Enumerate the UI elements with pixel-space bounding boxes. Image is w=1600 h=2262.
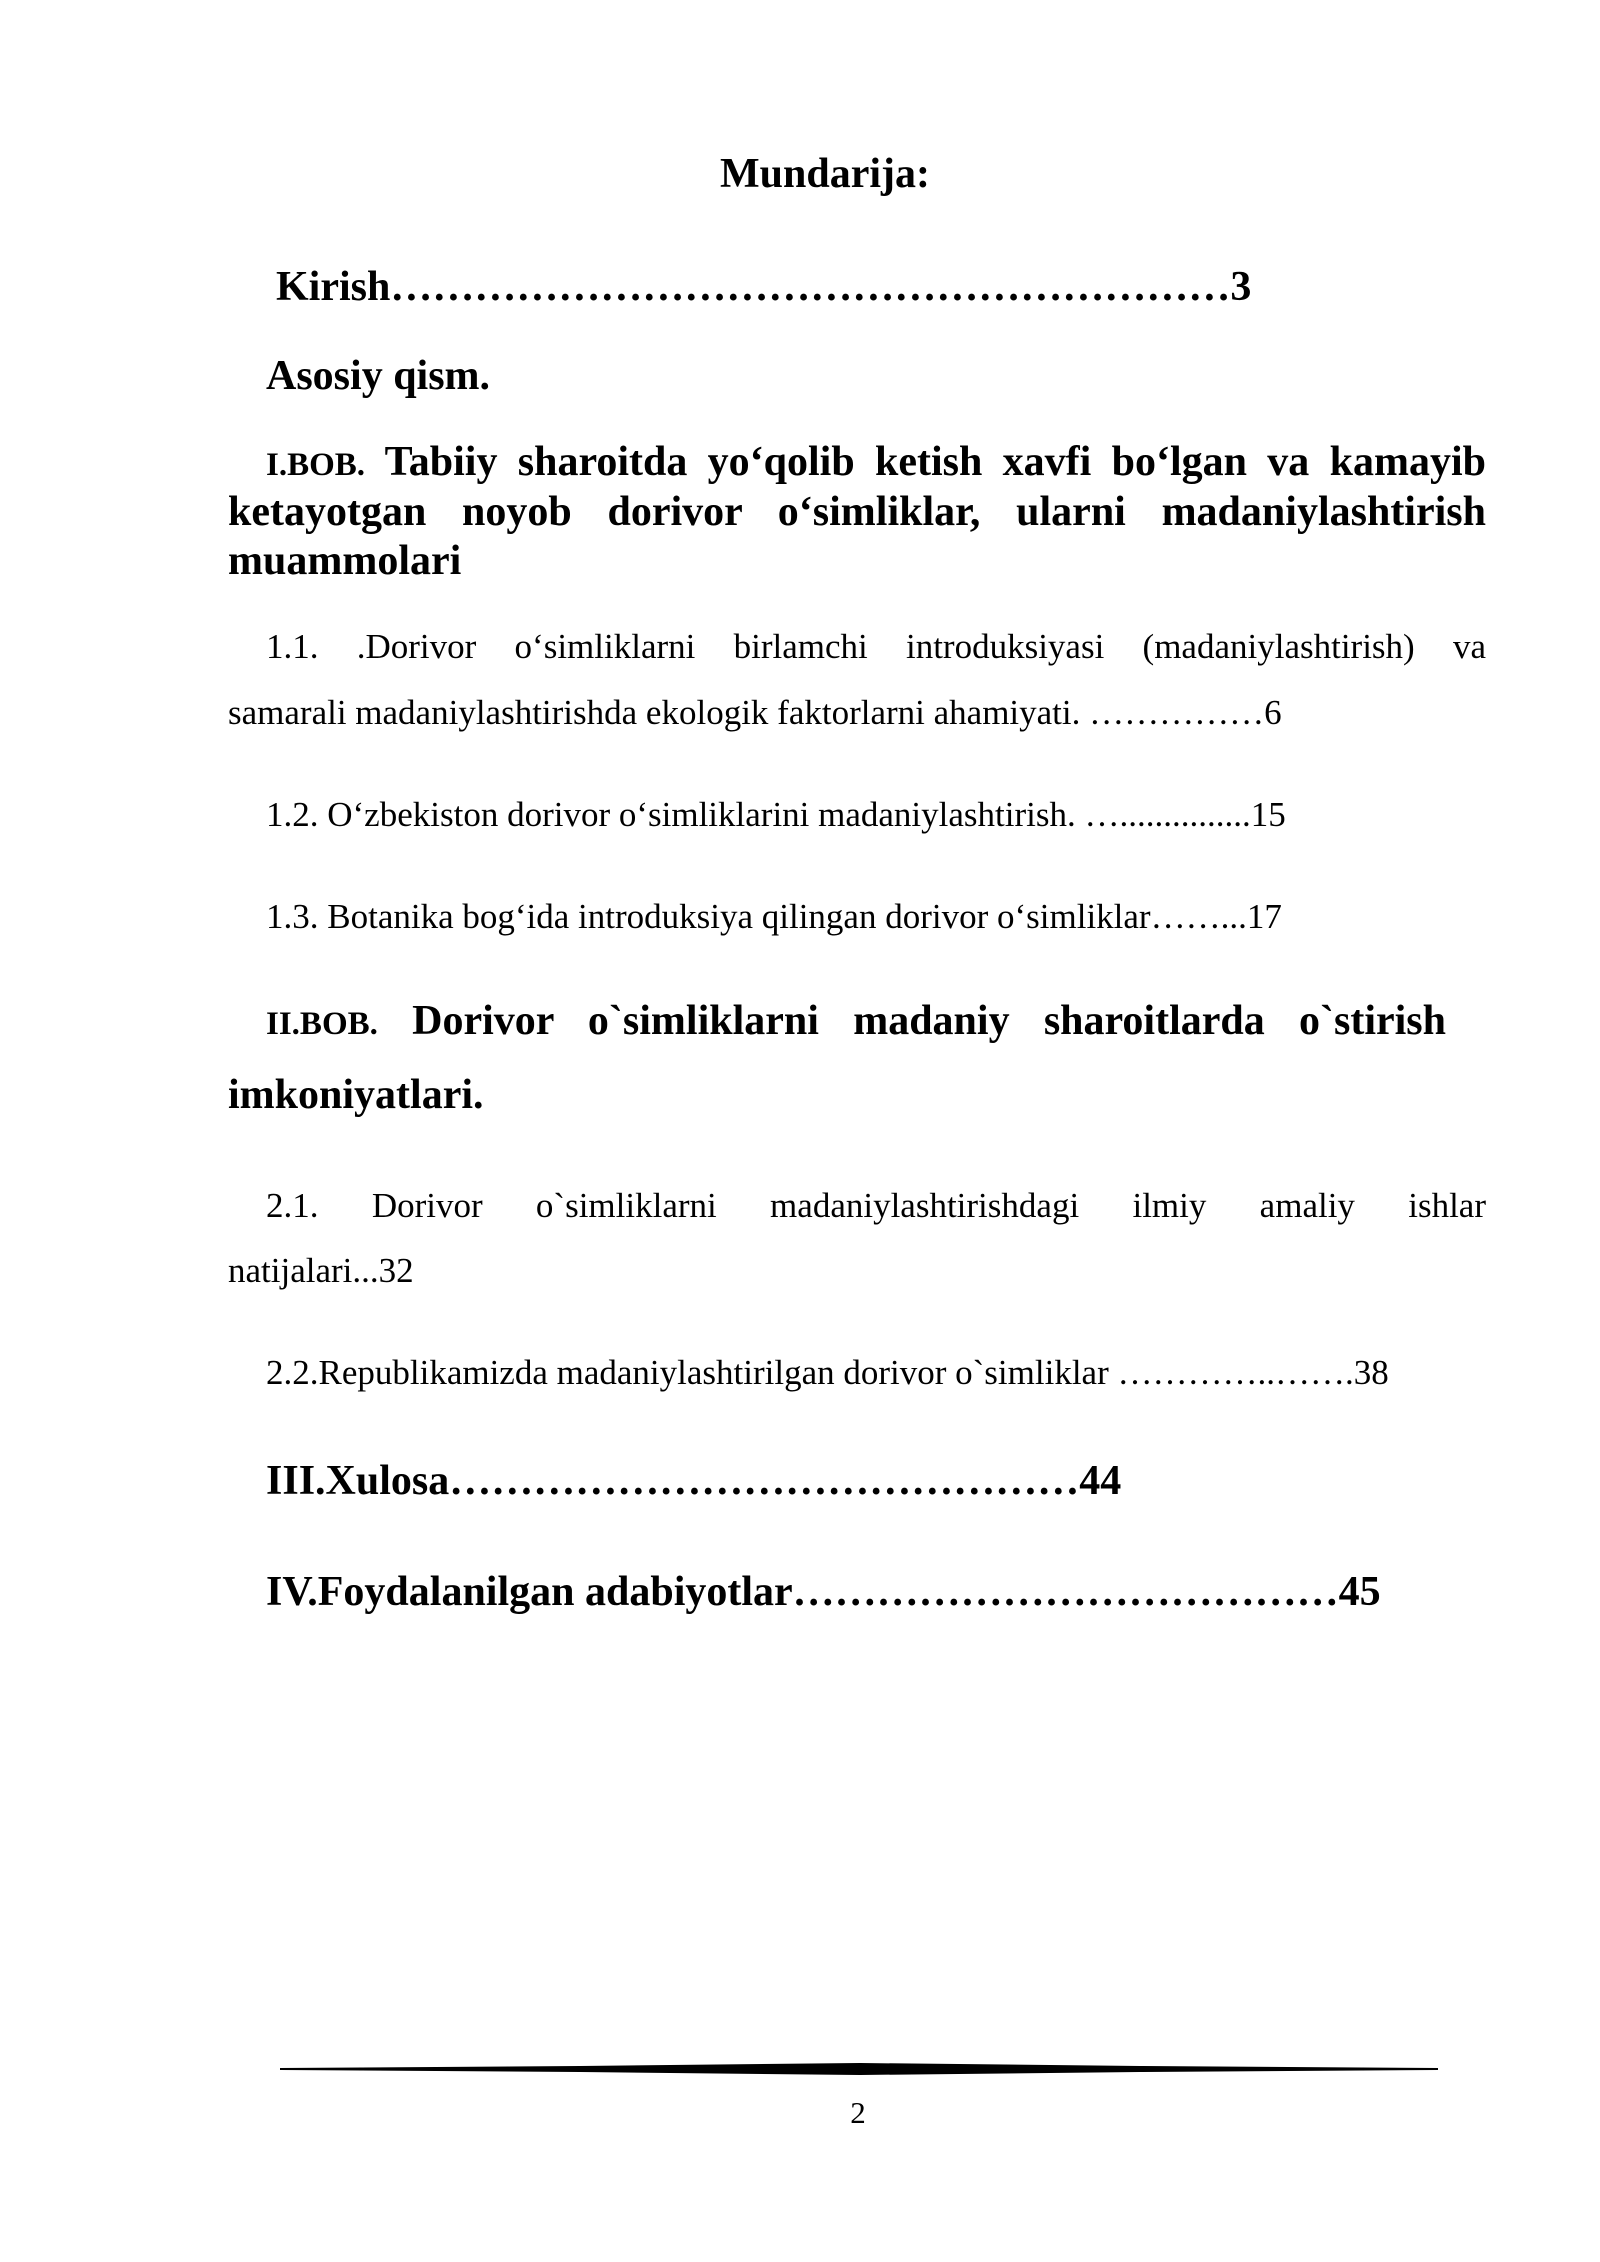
toc-bob2-line2: imkoniyatlari.	[228, 1072, 484, 1118]
page-number: 2	[850, 2095, 866, 2130]
toc-section-2-1-line2: natijalari...32	[228, 1251, 414, 1290]
toc-bob2-line1	[266, 997, 1446, 1045]
footer-divider	[280, 2062, 1438, 2078]
toc-xulosa: III.Xulosa………………………………………44	[266, 1458, 1122, 1504]
page-title: Mundarija:	[720, 151, 930, 197]
toc-section-1-1-line1: 1.1. .Dorivor o‘simliklarni birlamchi introduksiyasi (madaniylashtirish) va	[266, 627, 1486, 666]
toc-foydalanilgan-adabiyotlar: IV.Foydalanilgan adabiyotlar…………………………………45	[266, 1569, 1381, 1615]
toc-bob1-line2: ketayotgan noyob dorivor o‘simliklar, ularni madaniylashtirish	[228, 489, 1486, 535]
toc-asosiy-qism: Asosiy qism.	[266, 353, 491, 399]
toc-kirish: Kirish……………………………………………………3	[276, 264, 1252, 310]
toc-bob1-line3: muammolari	[228, 538, 462, 584]
toc-section-1-3: 1.3. Botanika bog‘ida introduksiya qilingan dorivor o‘simliklar……...17	[266, 897, 1282, 936]
toc-bob2-title-line1: Dorivor o`simliklarni madaniy sharoitlarda o`stirish	[412, 998, 1447, 1044]
toc-bob2-prefix: II.BOB.	[266, 1006, 378, 1042]
toc-bob1-prefix: I.BOB.	[266, 447, 366, 483]
toc-bob1-line1	[266, 438, 1486, 486]
toc-section-2-1-line1: 2.1. Dorivor o`simliklarni madaniylashtirishdagi ilmiy amaliy ishlar	[266, 1186, 1486, 1225]
toc-section-1-2: 1.2. O‘zbekiston dorivor o‘simliklarini madaniylashtirish. …...............15	[266, 795, 1286, 834]
toc-bob1-title-line1: Tabiiy sharoitda yo‘qolib ketish xavfi bo‘lgan va kamayib	[384, 439, 1486, 485]
toc-section-2-2: 2.2.Republikamizda madaniylashtirilgan dorivor o`simliklar …………..…….38	[266, 1353, 1389, 1392]
toc-section-1-1-line2: samarali madaniylashtirishda ekologik faktorlarni ahamiyati. ……………6	[228, 693, 1282, 732]
